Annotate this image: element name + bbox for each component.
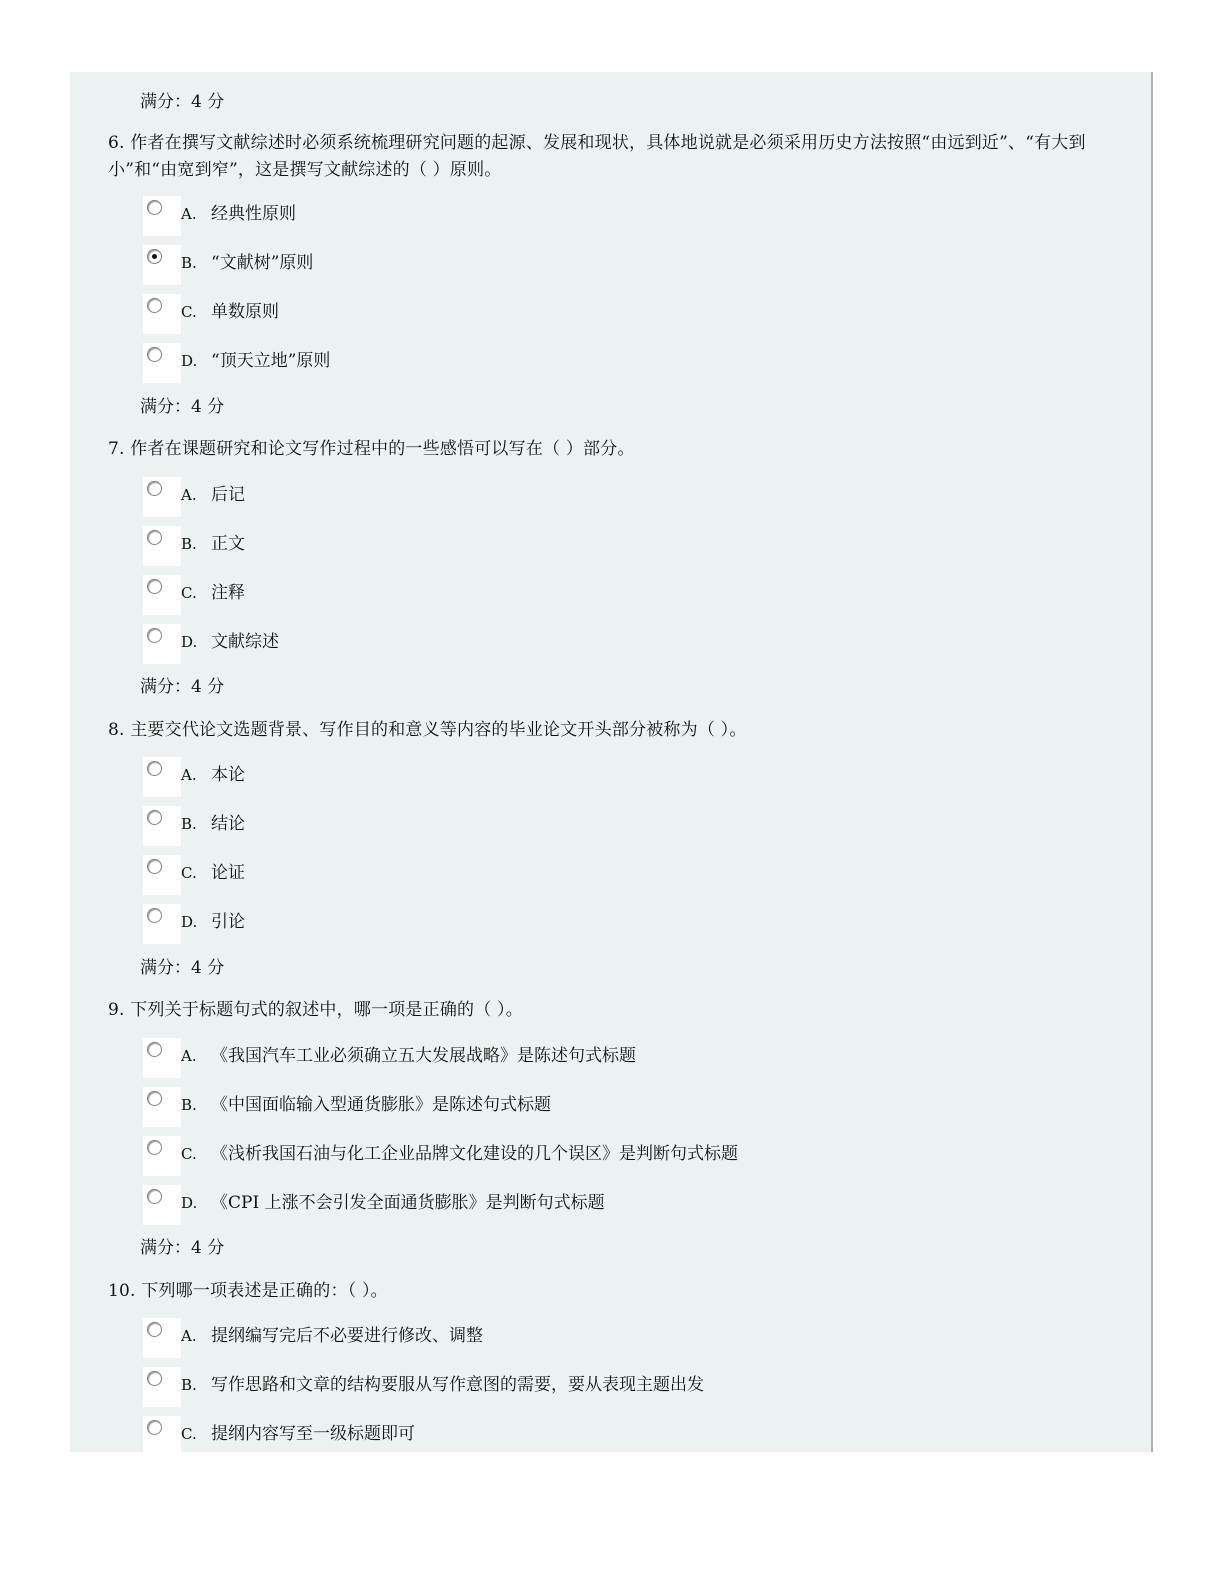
option-text: 写作思路和文章的结构要服从写作意图的需要，要从表现主题出发 — [211, 1375, 704, 1395]
radio-button[interactable] — [147, 1140, 162, 1155]
option-letter: A. — [181, 486, 197, 504]
option-letter: C. — [181, 1145, 197, 1163]
option-letter: A. — [181, 1047, 197, 1065]
option-text: 《我国汽车工业必须确立五大发展战略》是陈述句式标题 — [211, 1046, 636, 1066]
option-text: 引论 — [211, 912, 245, 932]
option-letter: C. — [181, 303, 197, 321]
radio-button[interactable] — [147, 347, 162, 362]
option-text: 论证 — [211, 863, 245, 883]
option-text: 结论 — [211, 814, 245, 834]
radio-button-selected[interactable] — [147, 249, 162, 264]
option-letter: C. — [181, 864, 197, 882]
option-text: 《CPI 上涨不会引发全面通货膨胀》是判断句式标题 — [211, 1193, 605, 1213]
radio-button[interactable] — [147, 1322, 162, 1337]
radio-button[interactable] — [147, 628, 162, 643]
question-6-text — [108, 130, 1148, 184]
q6-option-a[interactable] — [143, 196, 1043, 236]
q8-option-c[interactable] — [143, 855, 1043, 895]
score-label: 满分：4 分 — [140, 1238, 225, 1258]
option-text: 本论 — [211, 765, 245, 785]
option-letter: C. — [181, 1425, 197, 1443]
q10-option-c[interactable] — [143, 1416, 1043, 1456]
score-label: 满分：4 分 — [140, 397, 225, 417]
q10-option-b[interactable] — [143, 1367, 1043, 1407]
radio-button[interactable] — [147, 761, 162, 776]
option-text: 《中国面临输入型通货膨胀》是陈述句式标题 — [211, 1095, 551, 1115]
option-text: “顶天立地”原则 — [211, 351, 331, 371]
radio-button[interactable] — [147, 579, 162, 594]
option-letter: D. — [181, 913, 198, 931]
option-text: 注释 — [211, 583, 245, 603]
radio-button[interactable] — [147, 1371, 162, 1386]
q6-option-d[interactable] — [143, 343, 1043, 383]
q8-option-d[interactable] — [143, 904, 1043, 944]
question-body: 作者在课题研究和论文写作过程中的一些感悟可以写在（ ）部分。 — [130, 439, 635, 459]
option-letter: B. — [181, 1096, 197, 1114]
option-text: 单数原则 — [211, 302, 279, 322]
q8-option-b[interactable] — [143, 806, 1043, 846]
q9-option-d[interactable] — [143, 1185, 1043, 1225]
q9-option-b[interactable] — [143, 1087, 1043, 1127]
q6-option-b[interactable] — [143, 245, 1043, 285]
q9-option-c[interactable] — [143, 1136, 1043, 1176]
q7-option-d[interactable] — [143, 624, 1043, 664]
option-text: 经典性原则 — [211, 204, 296, 224]
option-letter: D. — [181, 1194, 198, 1212]
radio-button[interactable] — [147, 1042, 162, 1057]
option-text: 文献综述 — [211, 632, 279, 652]
quiz-panel — [70, 72, 1153, 1452]
radio-button[interactable] — [147, 200, 162, 215]
option-letter: D. — [181, 633, 198, 651]
question-body: 作者在撰写文献综述时必须系统梳理研究问题的起源、发展和现状，具体地说就是必须采用历史方法按照“由远到近”、“有大到小”和“由宽到窄”，这是撰写文献综述的（ ）原则。 — [108, 133, 1086, 180]
q6-option-c[interactable] — [143, 294, 1043, 334]
question-body: 主要交代论文选题背景、写作目的和意义等内容的毕业论文开头部分被称为（ ）。 — [130, 720, 747, 740]
radio-button[interactable] — [147, 481, 162, 496]
q9-option-a[interactable] — [143, 1038, 1043, 1078]
radio-button[interactable] — [147, 1189, 162, 1204]
question-number: 7. — [108, 439, 125, 459]
question-9-text — [108, 997, 1148, 1024]
question-number: 8. — [108, 720, 125, 740]
option-letter: B. — [181, 815, 197, 833]
option-text: “文献树”原则 — [211, 253, 314, 273]
option-text: 提纲编写完后不必要进行修改、调整 — [211, 1326, 483, 1346]
option-letter: A. — [181, 766, 197, 784]
option-letter: D. — [181, 352, 198, 370]
question-7-text — [108, 436, 1148, 463]
option-letter: A. — [181, 205, 197, 223]
option-text: 提纲内容写至一级标题即可 — [211, 1424, 415, 1444]
radio-button[interactable] — [147, 908, 162, 923]
radio-button[interactable] — [147, 1091, 162, 1106]
option-letter: A. — [181, 1327, 197, 1345]
score-label: 满分：4 分 — [140, 677, 225, 697]
radio-button[interactable] — [147, 859, 162, 874]
question-number: 10. — [108, 1281, 136, 1301]
q7-option-a[interactable] — [143, 477, 1043, 517]
score-label: 满分：4 分 — [140, 92, 225, 112]
q7-option-b[interactable] — [143, 526, 1043, 566]
radio-button[interactable] — [147, 810, 162, 825]
question-body: 下列关于标题句式的叙述中，哪一项是正确的（ ）。 — [130, 1000, 523, 1020]
question-8-text — [108, 717, 1148, 744]
question-body: 下列哪一项表述是正确的：（ ）。 — [141, 1281, 388, 1301]
question-number: 6. — [108, 133, 125, 153]
option-letter: B. — [181, 1376, 197, 1394]
option-letter: B. — [181, 535, 197, 553]
option-letter: B. — [181, 254, 197, 272]
radio-button[interactable] — [147, 1420, 162, 1435]
radio-button[interactable] — [147, 530, 162, 545]
radio-button[interactable] — [147, 298, 162, 313]
option-text: 正文 — [211, 534, 245, 554]
question-number: 9. — [108, 1000, 125, 1020]
option-text: 后记 — [211, 485, 245, 505]
q7-option-c[interactable] — [143, 575, 1043, 615]
option-letter: C. — [181, 584, 197, 602]
option-text: 《浅析我国石油与化工企业品牌文化建设的几个误区》是判断句式标题 — [211, 1144, 738, 1164]
score-label: 满分：4 分 — [140, 958, 225, 978]
question-10-text — [108, 1278, 1148, 1305]
q10-option-a[interactable] — [143, 1318, 1043, 1358]
q8-option-a[interactable] — [143, 757, 1043, 797]
